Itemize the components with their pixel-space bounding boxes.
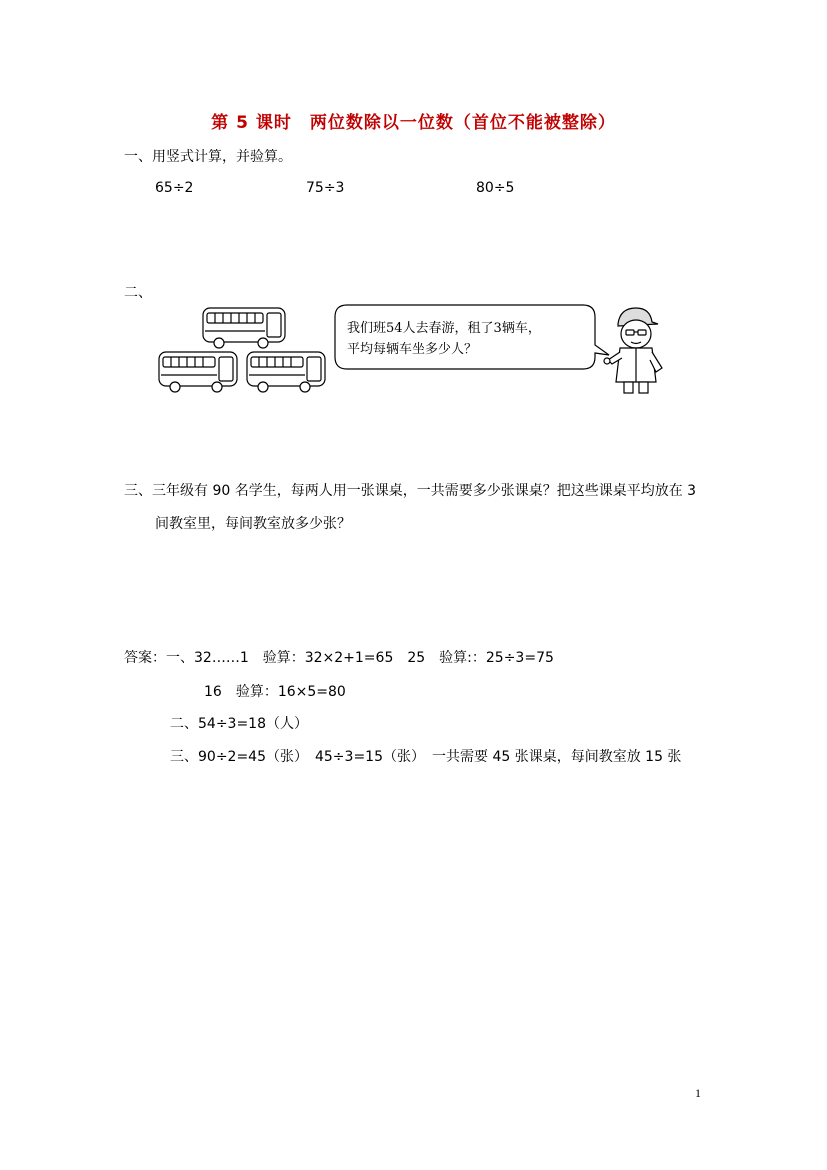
q1-problem-2: 75÷3 [306,180,345,196]
q3-line-2: 间教室里，每间教室放多少张？ [155,516,351,532]
speech-bubble [335,306,599,366]
q1-problem-3: 80÷5 [476,180,515,196]
answer-line-2: 16 验算：16×5=80 [204,684,346,700]
answer-line-4: 三、90÷2=45（张） 45÷3=15（张） 一共需要 45 张课桌，每间教室放 15 张 [170,749,682,765]
q2-label: 二、 [124,285,152,301]
q3-line-1: 三、三年级有 90 名学生，每两人用一张课桌，一共需要多少张课桌？把这些课桌平均放在 3 [124,483,697,499]
q1-heading: 一、用竖式计算，并验算。 [124,149,292,165]
buses-illustration [155,305,335,397]
bubble-line-2: 平均每辆车坐多少人？ [347,342,478,357]
page-number: 1 [695,1086,701,1100]
page-title: 第 5 课时 两位数除以一位数（首位不能被整除） [211,113,616,133]
bubble-line-1: 我们班54人去春游，租了3辆车， [347,321,541,336]
bus-icon [203,308,285,348]
boy-illustration [600,302,668,396]
bus-icon [159,352,237,392]
bus-icon [247,352,325,392]
answer-line-1: 答案：一、32……1 验算：32×2+1=65 25 验算:：25÷3=75 [124,650,554,666]
answer-line-3: 二、54÷3=18（人） [170,716,308,732]
q1-problem-1: 65÷2 [155,180,194,196]
